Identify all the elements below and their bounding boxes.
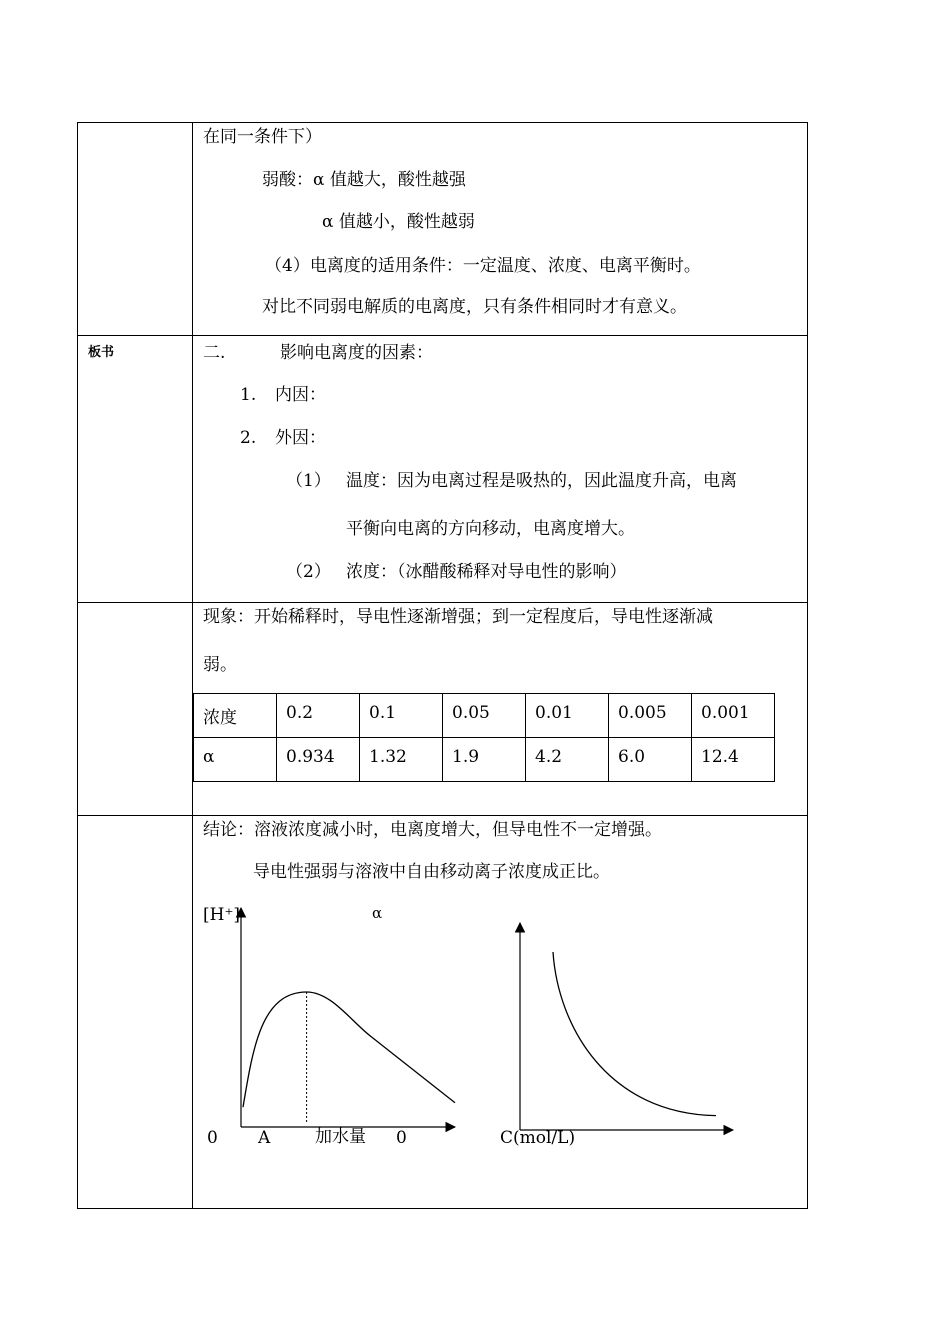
table-cell: α — [194, 738, 277, 782]
r2-item2-num: 2. — [240, 428, 257, 448]
r4-line-1: 结论：溶液浓度减小时，电离度增大，但导电性不一定增强。 — [203, 820, 662, 840]
table-cell: 0.005 — [609, 694, 692, 738]
table-cell: 4.2 — [526, 738, 609, 782]
table-cell: 0.2 — [277, 694, 360, 738]
chart1-xlabel: 加水量 — [315, 1127, 366, 1147]
r1-line-5: 对比不同弱电解质的电离度，只有条件相同时才有意义。 — [262, 297, 687, 317]
chart1-marker-label: A — [258, 1128, 271, 1148]
chart1-series-line — [243, 992, 455, 1107]
table-cell: 0.01 — [526, 694, 609, 738]
chart1-ylabel: [H⁺] — [203, 905, 241, 925]
table-cell: 浓度 — [194, 694, 277, 738]
r3-line-1: 现象：开始稀释时，导电性逐渐增强；到一定程度后，导电性逐渐减 — [203, 607, 713, 627]
chart2-ylabel: α — [372, 904, 383, 922]
table-cell: 1.32 — [360, 738, 443, 782]
r1-line-1: 在同一条件下） — [203, 127, 322, 147]
chart2-origin-label: 0 — [396, 1128, 407, 1148]
r1-line-2: 弱酸：α 值越大，酸性越强 — [262, 170, 466, 190]
r2-sub2-text: 浓度：（冰醋酸稀释对导电性的影响） — [346, 562, 627, 582]
table-cell: 12.4 — [692, 738, 775, 782]
table-cell: 6.0 — [609, 738, 692, 782]
r2-sub1-text: 温度：因为电离过程是吸热的，因此温度升高，电离 — [346, 471, 737, 491]
r3-line-2: 弱。 — [203, 655, 237, 675]
r4-line-2: 导电性强弱与溶液中自由移动离子浓度成正比。 — [253, 862, 610, 882]
table-cell: 0.1 — [360, 694, 443, 738]
r2-sub1-num: （1） — [286, 471, 331, 491]
table-cell: 1.9 — [443, 738, 526, 782]
r2-heading-num: 二. — [203, 343, 226, 363]
chart1-origin-label: 0 — [207, 1128, 218, 1148]
r2-sub1-cont: 平衡向电离的方向移动，电离度增大。 — [346, 519, 635, 539]
r2-item1-num: 1. — [240, 385, 257, 405]
chart2-series-line — [553, 952, 716, 1116]
r2-heading-text: 影响电离度的因素： — [280, 343, 433, 363]
r1-line-3: α 值越小，酸性越弱 — [322, 212, 475, 232]
table-cell: 0.001 — [692, 694, 775, 738]
r2-item2-text: 外因： — [275, 428, 326, 448]
chart2-xlabel: C(mol/L) — [500, 1128, 576, 1148]
r2-item1-text: 内因： — [275, 385, 326, 405]
r2-sub2-num: （2） — [286, 562, 331, 582]
r1-line-4: （4）电离度的适用条件：一定温度、浓度、电离平衡时。 — [265, 256, 701, 276]
table-cell: 0.934 — [277, 738, 360, 782]
table-cell: 0.05 — [443, 694, 526, 738]
r2-label: 板书 — [88, 345, 115, 360]
